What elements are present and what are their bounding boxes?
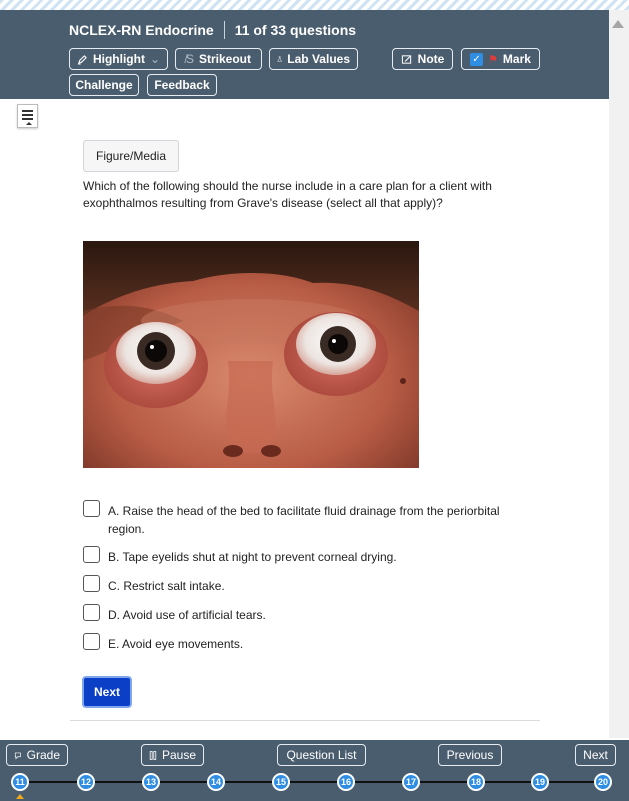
question-number-16[interactable]: 16	[337, 773, 355, 791]
question-number-20[interactable]: 20	[594, 773, 612, 791]
lab-values-label: Lab Values	[287, 52, 350, 66]
option-checkbox[interactable]	[83, 500, 100, 517]
grade-icon	[14, 750, 22, 761]
title-separator	[224, 21, 225, 39]
question-image	[83, 241, 419, 468]
previous-button[interactable]	[438, 744, 502, 766]
note-icon	[401, 54, 413, 65]
exophthalmos-photo	[83, 241, 419, 468]
challenge-button[interactable]	[69, 74, 139, 96]
question-list-label: Question List	[286, 748, 357, 762]
option-checkbox[interactable]	[83, 604, 100, 621]
pause-button[interactable]	[141, 744, 204, 766]
option-label: A. Raise the head of the bed to facilitate fluid drainage from the periorbital region.	[108, 504, 500, 536]
option-checkbox[interactable]	[83, 633, 100, 650]
content-divider	[70, 720, 540, 721]
feedback-button[interactable]	[147, 74, 217, 96]
pause-icon	[149, 750, 157, 761]
option-label: B. Tape eyelids shut at night to prevent corneal drying.	[108, 550, 397, 564]
flag-icon: ⚑	[488, 53, 498, 66]
question-timeline	[20, 781, 602, 783]
mark-label: Mark	[502, 52, 531, 66]
pause-label: Pause	[161, 748, 196, 762]
lab-values-button[interactable]	[269, 48, 358, 70]
bottom-navigation	[0, 740, 629, 801]
flask-icon	[277, 53, 282, 65]
menu-icon-line	[22, 118, 33, 120]
question-number-11[interactable]: 11	[11, 773, 29, 791]
strikeout-label: Strikeout	[199, 52, 252, 66]
feedback-label: Feedback	[154, 78, 210, 92]
note-label: Note	[417, 52, 445, 66]
previous-label: Previous	[446, 748, 494, 762]
option-label: C. Restrict salt intake.	[108, 579, 225, 593]
chevron-down-icon: ⌄	[149, 52, 160, 66]
menu-button[interactable]	[17, 104, 38, 128]
menu-icon-line	[22, 114, 33, 116]
grade-label: Grade	[26, 748, 60, 762]
answer-option-a[interactable]	[83, 502, 523, 538]
question-list-button[interactable]	[277, 744, 366, 766]
strikeout-icon: ̸S	[185, 52, 194, 66]
answer-option-b[interactable]	[83, 548, 523, 566]
answer-option-c[interactable]	[83, 577, 523, 595]
vertical-scrollbar[interactable]	[609, 10, 629, 738]
next-button[interactable]	[575, 744, 616, 766]
answer-option-e[interactable]	[83, 635, 523, 653]
exam-title: NCLEX-RN Endocrine	[69, 22, 214, 38]
next-label: Next	[583, 748, 608, 762]
highlight-button[interactable]	[69, 48, 168, 70]
highlighter-icon	[77, 54, 88, 65]
question-number-14[interactable]: 14	[207, 773, 225, 791]
option-checkbox[interactable]	[83, 546, 100, 563]
mark-button[interactable]	[461, 48, 540, 70]
strikeout-button[interactable]	[175, 48, 262, 70]
grade-button[interactable]	[6, 744, 68, 766]
menu-caret-icon	[26, 122, 32, 125]
challenge-label: Challenge	[75, 78, 133, 92]
question-number-17[interactable]: 17	[402, 773, 420, 791]
question-number-12[interactable]: 12	[77, 773, 95, 791]
question-number-19[interactable]: 19	[531, 773, 549, 791]
mark-checkbox-icon[interactable]: ✓	[470, 53, 483, 66]
scroll-up-arrow-icon[interactable]	[612, 20, 624, 28]
top-toolbar	[0, 10, 609, 99]
question-number-15[interactable]: 15	[272, 773, 290, 791]
top-stripe	[0, 0, 629, 10]
figure-media-button[interactable]: Figure/Media	[83, 140, 179, 172]
option-label: E. Avoid eye movements.	[108, 637, 244, 651]
option-checkbox[interactable]	[83, 575, 100, 592]
option-label: D. Avoid use of artificial tears.	[108, 608, 266, 622]
current-question-indicator	[16, 794, 24, 799]
note-button[interactable]	[392, 48, 453, 70]
question-number-13[interactable]: 13	[142, 773, 160, 791]
menu-icon-line	[22, 110, 33, 112]
header	[69, 20, 356, 40]
submit-next-button[interactable]: Next	[82, 676, 132, 708]
question-number-18[interactable]: 18	[467, 773, 485, 791]
highlight-label: Highlight	[92, 52, 145, 66]
question-text: Which of the following should the nurse include in a care plan for a client with exophthalmos resulting from Grave's disease (select all that apply)?	[83, 179, 492, 210]
question-progress: 11 of 33 questions	[234, 22, 357, 38]
answer-option-d[interactable]	[83, 606, 523, 624]
